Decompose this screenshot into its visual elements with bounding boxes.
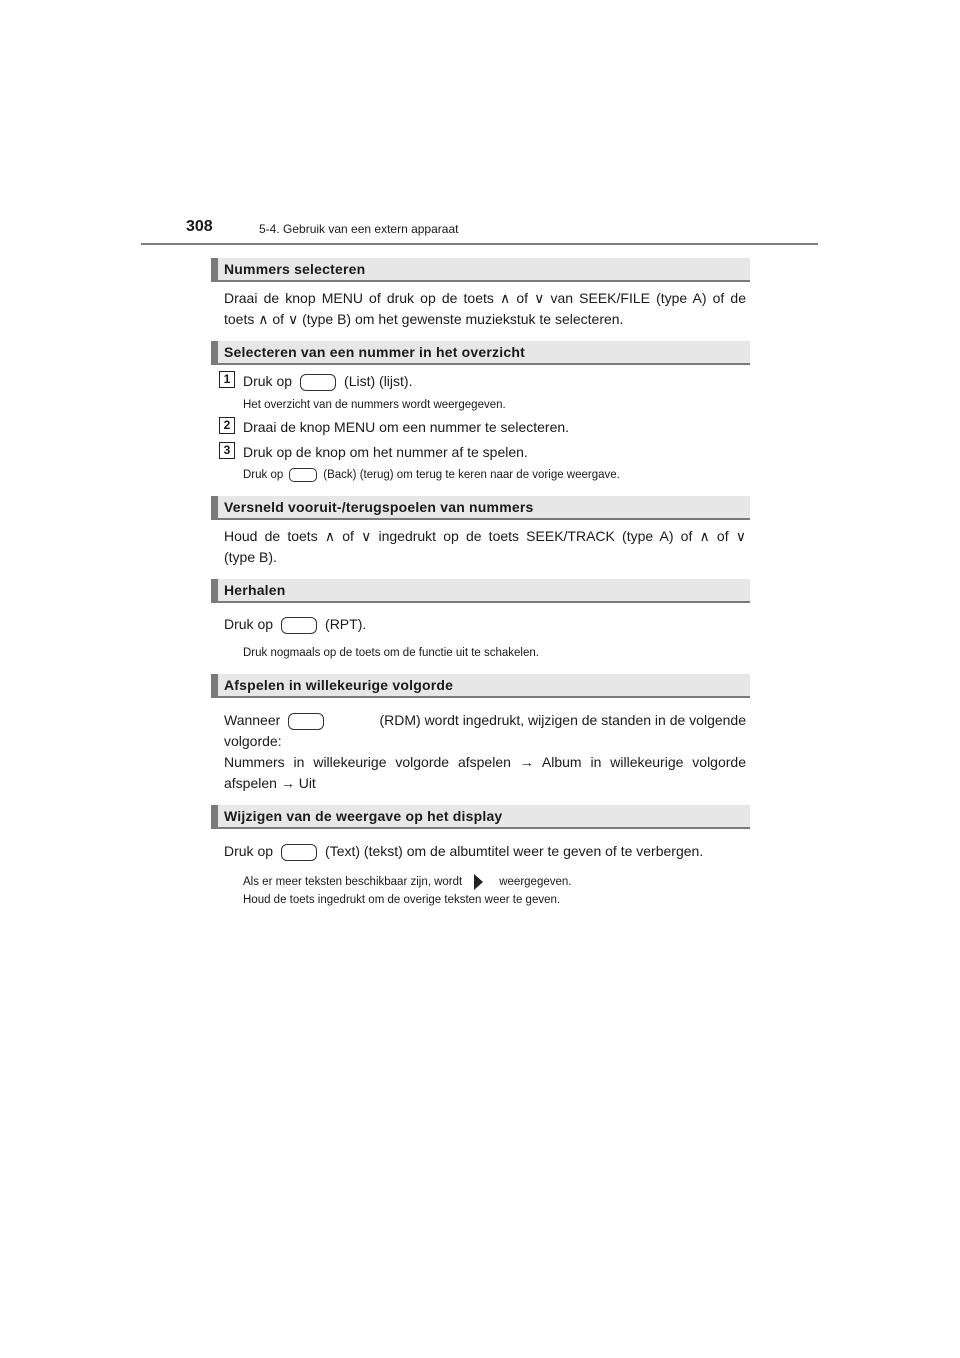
note-1-pre: Als er meer teksten beschikbaar zijn, wordt	[243, 876, 463, 889]
note-1-post: weergegeven.	[499, 876, 572, 889]
text-pre: Druk op	[224, 843, 274, 859]
step-3-text: Druk op de knop om het nummer af te spelen.	[243, 444, 528, 460]
back-button-icon	[289, 468, 317, 482]
step-number-2: 2	[219, 417, 235, 434]
display-note-2: Houd de toets ingedrukt om de overige teksten weer te geven.	[243, 894, 561, 906]
right-triangle-icon	[474, 874, 483, 890]
paragraph-line: toets ∧ of ∨ (type B) om het gewenste muziekstuk te selecteren.	[224, 311, 624, 327]
chapter-title: 5-4. Gebruik van een extern apparaat	[259, 222, 459, 236]
herhalen-text	[224, 614, 746, 635]
rdm-pre	[224, 710, 332, 731]
herhalen-pre: Druk op	[224, 616, 274, 632]
herhalen-post: (RPT).	[325, 616, 367, 632]
section-heading-nummers-selecteren: Nummers selecteren	[211, 258, 750, 282]
text-button-icon	[281, 844, 317, 861]
list-button-icon	[300, 374, 336, 391]
rpt-button-icon	[281, 617, 317, 634]
paragraph-line: Houd de toets ∧ of ∨ ingedrukt op de toets SEEK/TRACK (type A) of ∧ of ∨	[224, 528, 746, 544]
rdm-button-icon	[288, 713, 324, 730]
step-1-post: (List) (lijst).	[344, 373, 413, 389]
text-line	[224, 841, 746, 862]
step-1-text	[243, 371, 412, 391]
section-heading-selecteren-overzicht: Selecteren van een nummer in het overzicht	[211, 341, 750, 365]
paragraph-line: Draai de knop MENU of druk op de toets ∧ of ∨ van SEEK/FILE (type A) of de	[224, 290, 746, 306]
page-number: 308	[186, 218, 213, 235]
rdm-line	[224, 710, 746, 731]
section-heading-willekeurige-volgorde: Afspelen in willekeurige volgorde	[211, 674, 750, 698]
step-number-3: 3	[219, 442, 235, 459]
step-3-note-pre: Druk op	[243, 469, 284, 481]
step-number-1: 1	[219, 371, 235, 388]
header-divider	[141, 243, 818, 245]
step-3-note	[243, 467, 620, 484]
paragraph-line: Nummers in willekeurige volgorde afspelen → Album in willekeurige volgorde	[224, 754, 746, 770]
display-note-1	[243, 874, 571, 891]
rdm-pre-text: Wanneer	[224, 712, 281, 728]
paragraph-line: (type B).	[224, 549, 277, 565]
step-1-pre: Druk op	[243, 373, 293, 389]
section-heading-weergave-display: Wijzigen van de weergave op het display	[211, 805, 750, 829]
step-3-note-post: (Back) (terug) om terug te keren naar de vorige weergave.	[323, 469, 620, 481]
section-heading-herhalen: Herhalen	[211, 579, 750, 603]
text-post: (Text) (tekst) om de albumtitel weer te geven of te verbergen.	[325, 843, 704, 859]
step-2-text: Draai de knop MENU om een nummer te selecteren.	[243, 419, 570, 435]
section-heading-versneld-spoelen: Versneld vooruit-/terugspoelen van nummers	[211, 496, 750, 520]
paragraph-line: afspelen → Uit	[224, 775, 316, 791]
rdm-post: (RDM) wordt ingedrukt, wijzigen de standen in de volgende	[379, 712, 746, 728]
herhalen-note: Druk nogmaals op de toets om de functie uit te schakelen.	[243, 647, 539, 659]
paragraph-line: volgorde:	[224, 733, 282, 749]
step-1-note: Het overzicht van de nummers wordt weergegeven.	[243, 399, 506, 411]
